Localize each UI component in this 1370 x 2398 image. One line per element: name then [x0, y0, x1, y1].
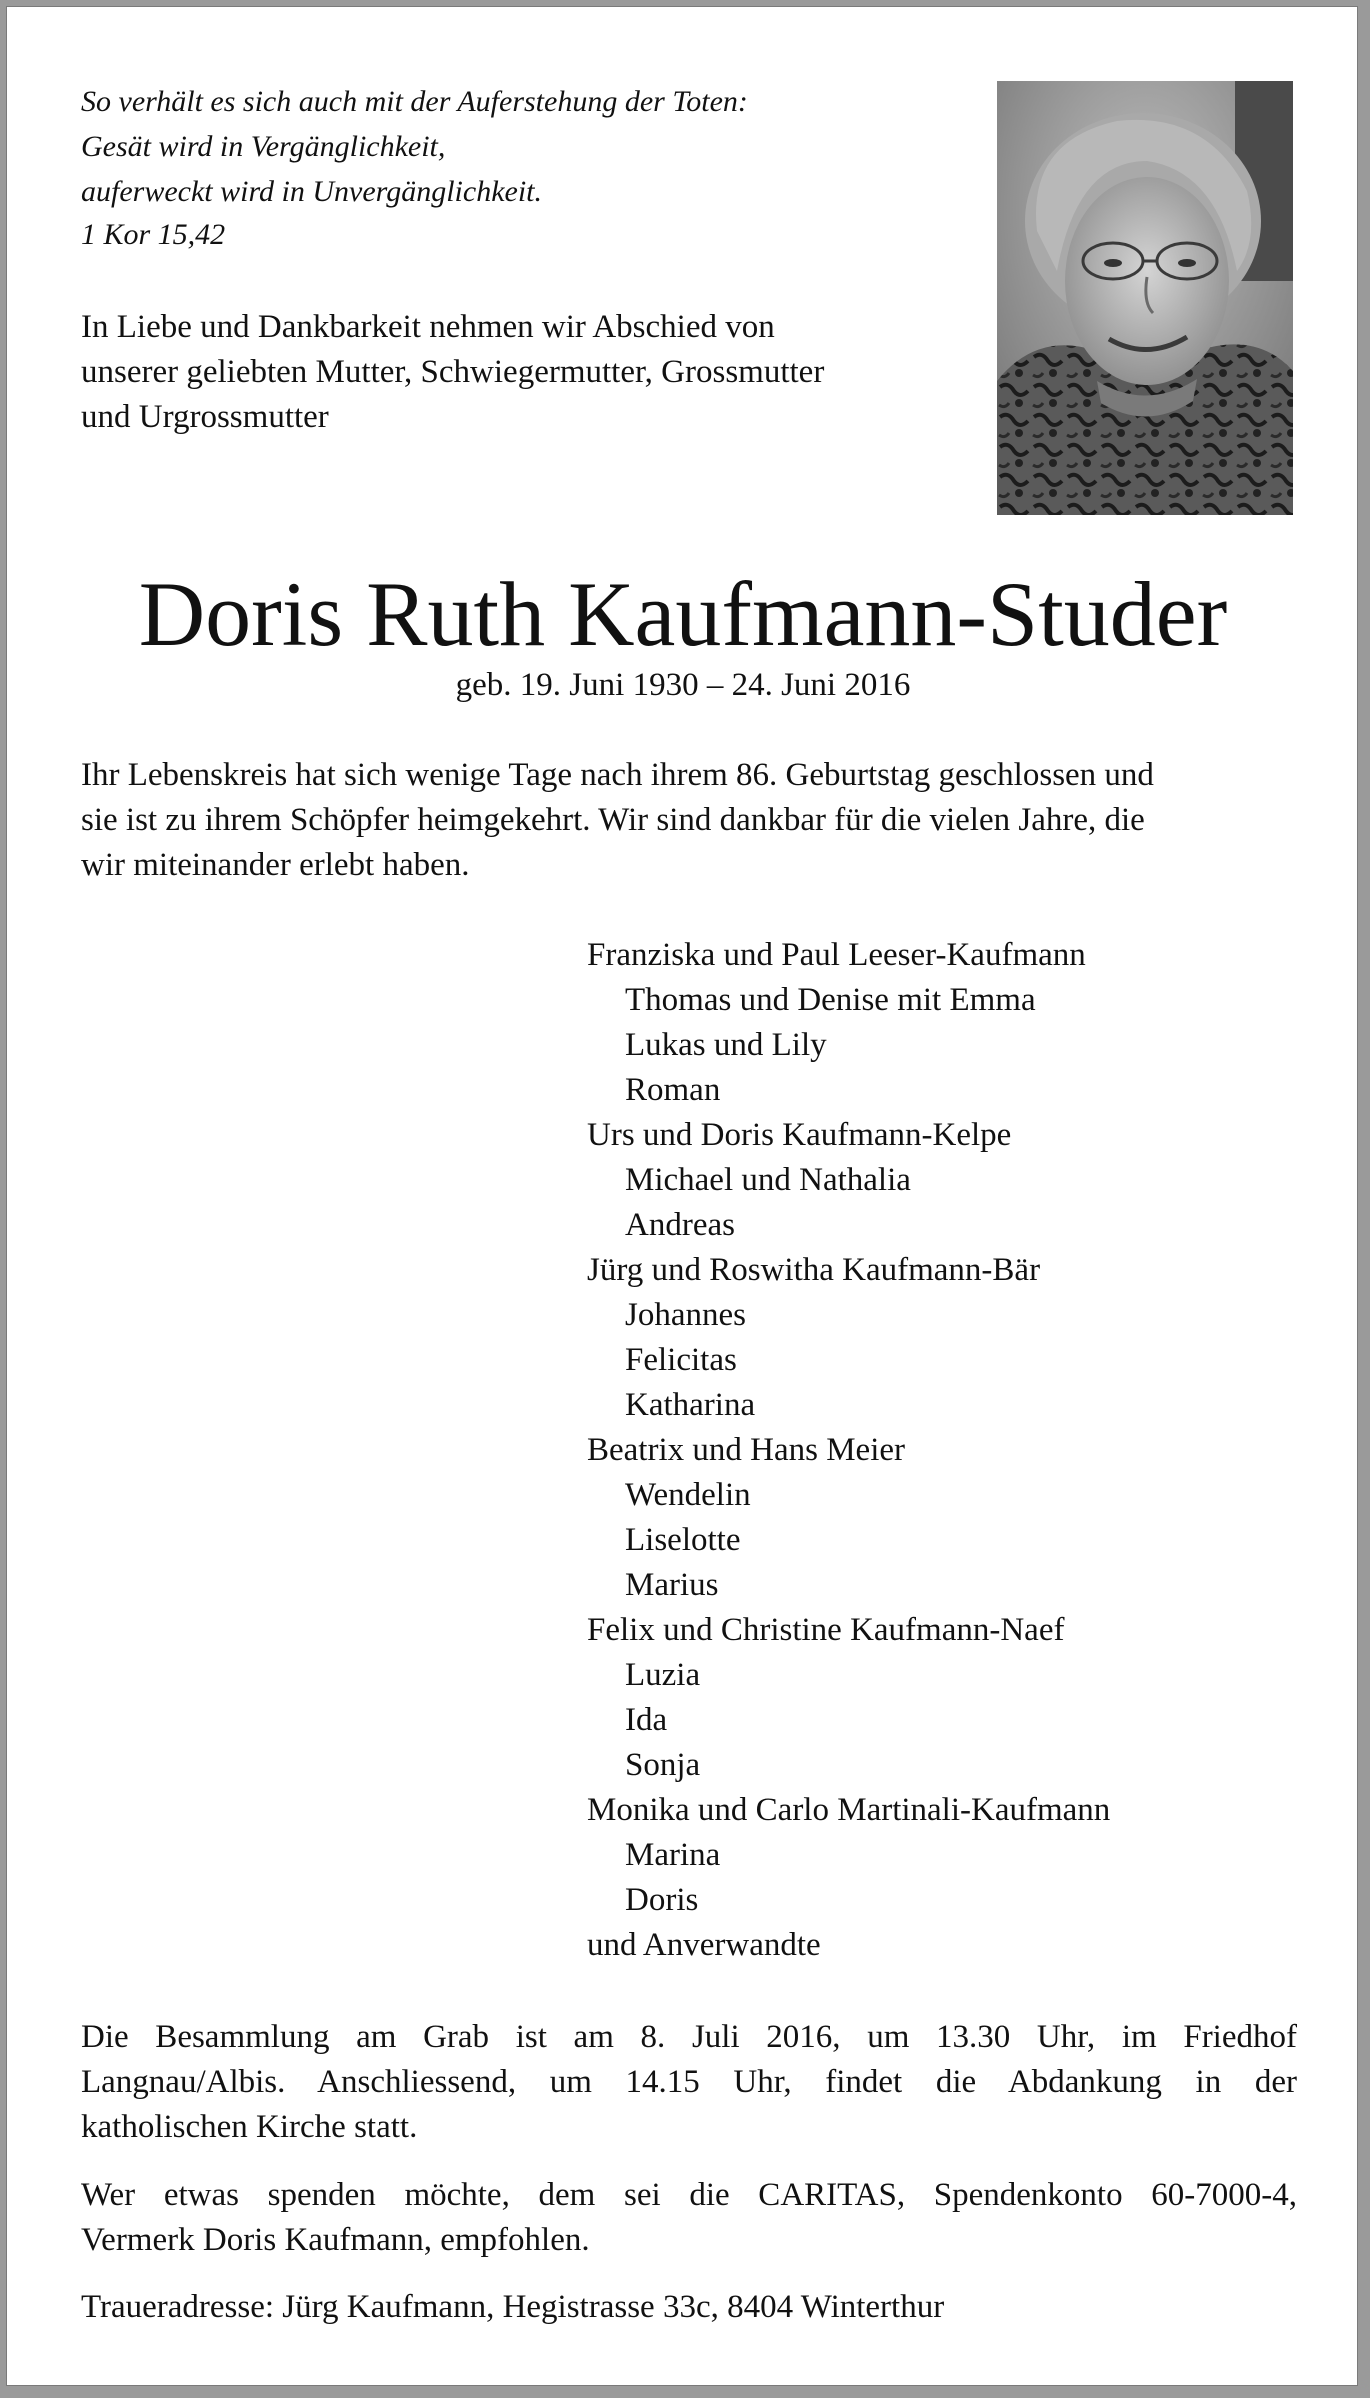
grandchild: Michael und Nathalia	[625, 1162, 911, 1198]
bible-reference: 1 Kor 15,42	[81, 218, 226, 251]
family-member: Beatrix und Hans Meier	[587, 1432, 905, 1468]
family-member: Monika und Carlo Martinali-Kaufmann	[587, 1792, 1111, 1828]
bible-verse-line: auferweckt wird in Unvergänglichkeit.	[81, 175, 543, 208]
grandchild: Sonja	[625, 1747, 701, 1783]
intro-line: In Liebe und Dankbarkeit nehmen wir Abschied von	[81, 309, 775, 345]
portrait-photo-icon	[997, 81, 1293, 515]
family-member: Jürg und Roswitha Kaufmann-Bär	[587, 1252, 1041, 1288]
mourners-list	[587, 933, 1327, 1968]
portrait-photo-icon	[997, 81, 1293, 515]
grandchild: Felicitas	[625, 1342, 737, 1378]
intro-line: unserer geliebten Mutter, Schwiegermutter, Grossmutter	[81, 354, 825, 390]
grandchild: Liselotte	[625, 1522, 741, 1558]
donation-notice-line: Vermerk Doris Kaufmann, empfohlen.	[81, 2222, 590, 2258]
obituary-page	[6, 6, 1358, 2386]
life-statement	[81, 753, 1297, 888]
life-dates: geb. 19. Juni 1930 – 24. Juni 2016	[455, 667, 911, 703]
deceased-name: Doris Ruth Kaufmann-Studer	[138, 563, 1228, 665]
grandchild: Johannes	[625, 1297, 746, 1333]
grandchild: Luzia	[625, 1657, 701, 1693]
mourning-address: Traueradresse: Jürg Kaufmann, Hegistrasse 33c, 8404 Winterthur	[81, 2289, 945, 2325]
life-statement-line: Ihr Lebenskreis hat sich wenige Tage nach ihrem 86. Geburtstag geschlossen und	[81, 757, 1154, 793]
life-statement-line: wir miteinander erlebt haben.	[81, 847, 470, 883]
family-member: Felix und Christine Kaufmann-Naef	[587, 1612, 1065, 1648]
bible-verse	[81, 79, 961, 214]
intro-line: und Urgrossmutter	[81, 399, 329, 435]
grandchild: Andreas	[625, 1207, 735, 1243]
grandchild: Marius	[625, 1567, 719, 1603]
burial-notice-line: katholischen Kirche statt.	[81, 2109, 418, 2145]
grandchild: Wendelin	[625, 1477, 751, 1513]
mourners-closing: und Anverwandte	[587, 1927, 821, 1963]
intro-text	[81, 305, 981, 440]
grandchild: Doris	[625, 1882, 699, 1918]
life-statement-line: sie ist zu ihrem Schöpfer heimgekehrt. Wir sind dankbar für die vielen Jahre, die	[81, 802, 1145, 838]
donation-notice-line: Wer etwas spenden möchte, dem sei die CARITAS, Spendenkonto 60-7000-4,	[81, 2177, 1297, 2213]
grandchild: Marina	[625, 1837, 721, 1873]
donation-notice	[81, 2173, 1297, 2263]
burial-notice	[81, 2015, 1297, 2150]
grandchild: Lukas und Lily	[625, 1027, 827, 1063]
grandchild: Ida	[625, 1702, 668, 1738]
grandchild: Katharina	[625, 1387, 756, 1423]
grandchild: Thomas und Denise mit Emma	[625, 982, 1036, 1018]
grandchild: Roman	[625, 1072, 721, 1108]
family-member: Urs und Doris Kaufmann-Kelpe	[587, 1117, 1012, 1153]
burial-notice-line: Die Besammlung am Grab ist am 8. Juli 2016, um 13.30 Uhr, im Friedhof	[81, 2019, 1297, 2055]
bible-verse-line: So verhält es sich auch mit der Auferstehung der Toten:	[81, 85, 748, 118]
burial-notice-line: Langnau/Albis. Anschliessend, um 14.15 Uhr, findet die Abdankung in der	[81, 2064, 1297, 2100]
family-member: Franziska und Paul Leeser-Kaufmann	[587, 937, 1086, 973]
bible-verse-line: Gesät wird in Vergänglichkeit,	[81, 130, 446, 163]
